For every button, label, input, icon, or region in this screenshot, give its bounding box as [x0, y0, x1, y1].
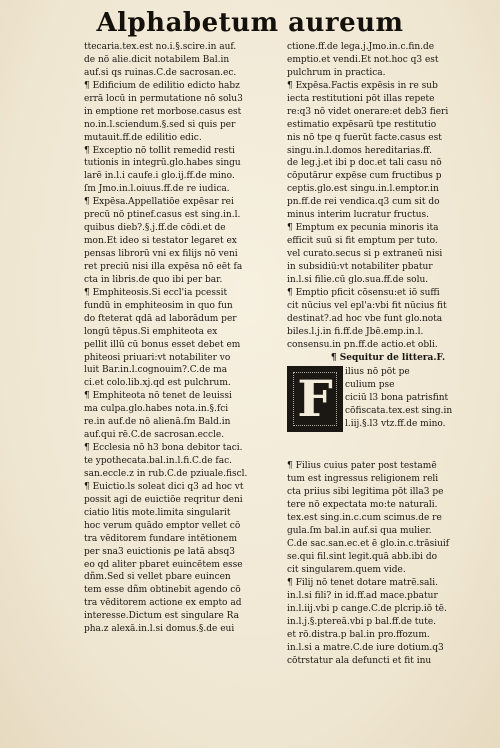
- decorated-initial-paragraph: [287, 366, 489, 460]
- text-line: cōtrstatur ala defuncti et fit inu: [287, 655, 432, 666]
- text-line: in.l.j.§.ptereā.vbi p bal.ff.de tute.: [287, 616, 437, 627]
- text-line: tra vēditorem actione ex empto ad: [84, 598, 242, 609]
- text-line: emptio.et vendi.Et not.hoc q3 est: [287, 54, 439, 65]
- text-line: ¶ Emphiteosis.Si eccl'ia pcessit: [84, 287, 228, 298]
- text-line: ¶ Emptum ex pecunia minoris ita: [287, 223, 439, 234]
- text-line: consensu.in pn.ff.de actio.et obli.: [287, 339, 438, 350]
- text-line: cit nūcius vel epl'a:vbi fit nūcius fit: [287, 300, 447, 311]
- text-line: auf.si qs ruinas.C.de sacrosan.ec.: [84, 67, 237, 78]
- text-line: larē in.l.i caufe.i glo.ij.ff.de mino.: [84, 171, 235, 182]
- text-line: tere nō expectata mo:te naturali.: [287, 500, 438, 511]
- right-text-column: [287, 41, 489, 667]
- text-line: de leg.j.et ibi p doc.et tali casu nō: [287, 158, 442, 169]
- text-line: auf.qui rē.C.de sacrosan.eccle.: [84, 430, 225, 441]
- text-line: gula.ſm bal.in auf.si qua mulier.: [287, 526, 432, 537]
- text-line: tum est ingressus religionem reli: [287, 474, 439, 485]
- text-line: errā locū in permutatione nō solu3: [84, 93, 243, 104]
- text-line: de nō alie.dicit notabilem Bal.in: [84, 54, 230, 65]
- text-line: nis nō tpe q fuerūt facte.casus est: [287, 132, 442, 143]
- text-line: eo qd aliter pbaret euincētem esse: [84, 559, 243, 570]
- text-line: l.iij.§.l3 vtz.ff.de mino.: [345, 419, 446, 430]
- text-line: tutionis in integrū.glo.habes singu: [84, 158, 241, 169]
- text-line: ¶ Filius cuius pater post testamē: [287, 461, 437, 472]
- text-line: interesse.Dictum est singulare Ra: [84, 611, 239, 622]
- text-line: ctione.ff.de lega.j.Jmo.in.c.fin.de: [287, 42, 435, 52]
- text-line: cta in libris.de quo ibi per bar.: [84, 274, 223, 285]
- text-line: mon.Et ideo si testator legaret ex: [84, 236, 237, 247]
- text-line: in emptione ret morbose.casus est: [84, 106, 242, 117]
- text-line: tem esse dñm obtinebit agendo cō: [84, 585, 241, 596]
- text-line: tra vēditorem fundare intētionem: [84, 533, 237, 544]
- text-line: luit Bar.in.l.cognouim?.C.de ma: [84, 365, 228, 376]
- text-line: iecta restitutioni pōt illas repete: [287, 93, 435, 104]
- text-line: minus interim lucratur fructus.: [287, 210, 430, 221]
- text-line: ſm Jmo.in.l.oiuus.ff.de re iudica.: [84, 184, 230, 195]
- text-line: san.eccle.z in rub.C.de pziuale.fiscl.: [84, 468, 248, 479]
- text-line: pulchrum in practica.: [287, 67, 386, 78]
- text-line: quibus dieb?.§.j.ff.de cōdi.et de: [84, 223, 226, 234]
- text-line: efficit suū si fit emptum per tuto.: [287, 236, 438, 247]
- text-line: ci.et colo.lib.xj.qd est pulchrum.: [84, 378, 231, 389]
- right-column-top-text: [287, 41, 489, 352]
- text-line: ¶ Filij nō tenet dotare matrē.sali.: [287, 577, 438, 588]
- text-line: cta priius sibi legitima pōt illa3 pe: [287, 487, 444, 498]
- section-heading: ¶ Sequitur de littera.F.: [330, 352, 446, 363]
- text-line: ¶ Emphiteota nō tenet de leuissi: [84, 391, 232, 402]
- text-line: te ypothecata.bal.in.l.fi.C.de fac.: [84, 456, 233, 466]
- text-line: ciciū l3 bona patrisfint: [345, 393, 449, 404]
- text-line: cōfiscata.tex.est sing.in: [345, 406, 453, 417]
- text-line: estimatio expēsarū tpe restitutio: [287, 119, 437, 130]
- text-line: ciatio litis mote.limita singularit: [84, 507, 231, 518]
- text-line: ceptis.glo.est singu.in.l.emptor.in: [287, 184, 439, 195]
- text-line: cit singularem.quem vide.: [287, 564, 406, 575]
- text-line: destinat?.ad hoc vbe funt glo.nota: [287, 313, 443, 324]
- text-line: in.l.si filie.cū glo.sua.ff.de solu.: [287, 274, 429, 285]
- text-line: ¶ Ecclesia nō h3 bona debitor taci.: [84, 443, 243, 454]
- left-text-column: [84, 41, 284, 636]
- text-line: ¶ Edificium de edilitio edicto habz: [84, 80, 240, 91]
- text-line: vel curato.secus si p extraneū nisi: [287, 249, 443, 259]
- initial-paragraph-lines: [287, 366, 489, 431]
- text-line: precū nō ptinef.casus est sing.in.l.: [84, 210, 241, 221]
- text-line: fundū in emphiteosim in quo fun: [84, 300, 233, 311]
- running-head: Alphabetum aureum: [96, 8, 404, 38]
- text-line: biles.l.j.in fi.ff.de Jbē.emp.in.l.: [287, 326, 424, 337]
- text-line: ttecaria.tex.est no.i.§.scire.in auf.: [84, 42, 237, 52]
- text-line: ilius nō pōt pe: [345, 367, 410, 378]
- text-line: ¶ Expēsa.Appellatiōe expēsar rei: [84, 197, 234, 208]
- text-line: pha.z alexā.in.l.si domus.§.de eui: [84, 624, 235, 635]
- text-line: re.in auf.de nō alienā.ſm Bald.in: [84, 417, 231, 428]
- text-line: ret preciū nisi illa expēsa nō eēt fa: [84, 261, 243, 272]
- text-line: mutauit.ff.de edilitio edic.: [84, 132, 202, 143]
- text-line: in subsidiū:vt notabiliter pbatur: [287, 261, 433, 272]
- text-line: do fteterat qdā ad laborādum per: [84, 313, 237, 324]
- text-line: se.qui fil.sint legit.quā abb.ibi do: [287, 552, 438, 562]
- text-line: ¶ Emptio pficit cōsensu:et iō suffi: [287, 287, 440, 298]
- text-line: phiteosi priuari:vt notabiliter vo: [84, 352, 231, 363]
- decorated-initial-letter: F: [287, 366, 343, 432]
- text-line: pn.ff.de rei vendica.q3 cum sit do: [287, 197, 440, 208]
- text-line: in.l.si fili? in id.ff.ad mace.pbatur: [287, 590, 438, 601]
- text-line: dñm.Sed si vellet pbare euincen: [84, 572, 231, 583]
- text-line: ¶ Euictio.ls soleat dici q3 ad hoc vt: [84, 481, 244, 492]
- text-line: ma culpa.glo.habes nota.in.§.fci: [84, 404, 229, 415]
- text-line: possit agi de euictiōe reqritur deni: [84, 494, 243, 505]
- text-line: culium pse: [345, 380, 395, 391]
- right-column-bottom-text: [287, 460, 489, 667]
- text-line: ¶ Exceptio nō tollit remedid resti: [84, 145, 235, 156]
- text-line: hoc verum quādo emptor vellet cō: [84, 520, 241, 531]
- text-line: et rō.distra.p bal.in pro.ffozum.: [287, 629, 430, 640]
- text-line: tex.est sing.in.c.cum scimus.de re: [287, 513, 442, 524]
- text-line: pellit illū cū bonus esset debet em: [84, 339, 241, 350]
- text-line: no.in.l.sciendum.§.sed si quis per: [84, 119, 236, 130]
- text-line: in.l.si a matre.C.de iure dotium.q3: [287, 642, 444, 653]
- text-line: re:q3 nō videt onerare:et deb3 fieri: [287, 106, 449, 117]
- text-line: singu.in.l.domos hereditarias.ff.: [287, 145, 432, 156]
- text-line: longū tēpus.Si emphiteota ex: [84, 326, 218, 337]
- text-line: ¶ Expēsa.Factis expēsis in re sub: [287, 80, 438, 91]
- text-line: pensas librorū vni ex filijs nō veni: [84, 249, 238, 259]
- text-line: per sna3 euictionis ꝑe latā absq3: [84, 546, 235, 557]
- text-line: cōputārur expēse cum fructibus p: [287, 171, 442, 182]
- text-line: C.de sac.san.ec.et ē glo.in.c.trāsiuif: [287, 539, 450, 550]
- text-line: in.l.iij.vbi p cange.C.de plcrip.iō tē.: [287, 603, 447, 614]
